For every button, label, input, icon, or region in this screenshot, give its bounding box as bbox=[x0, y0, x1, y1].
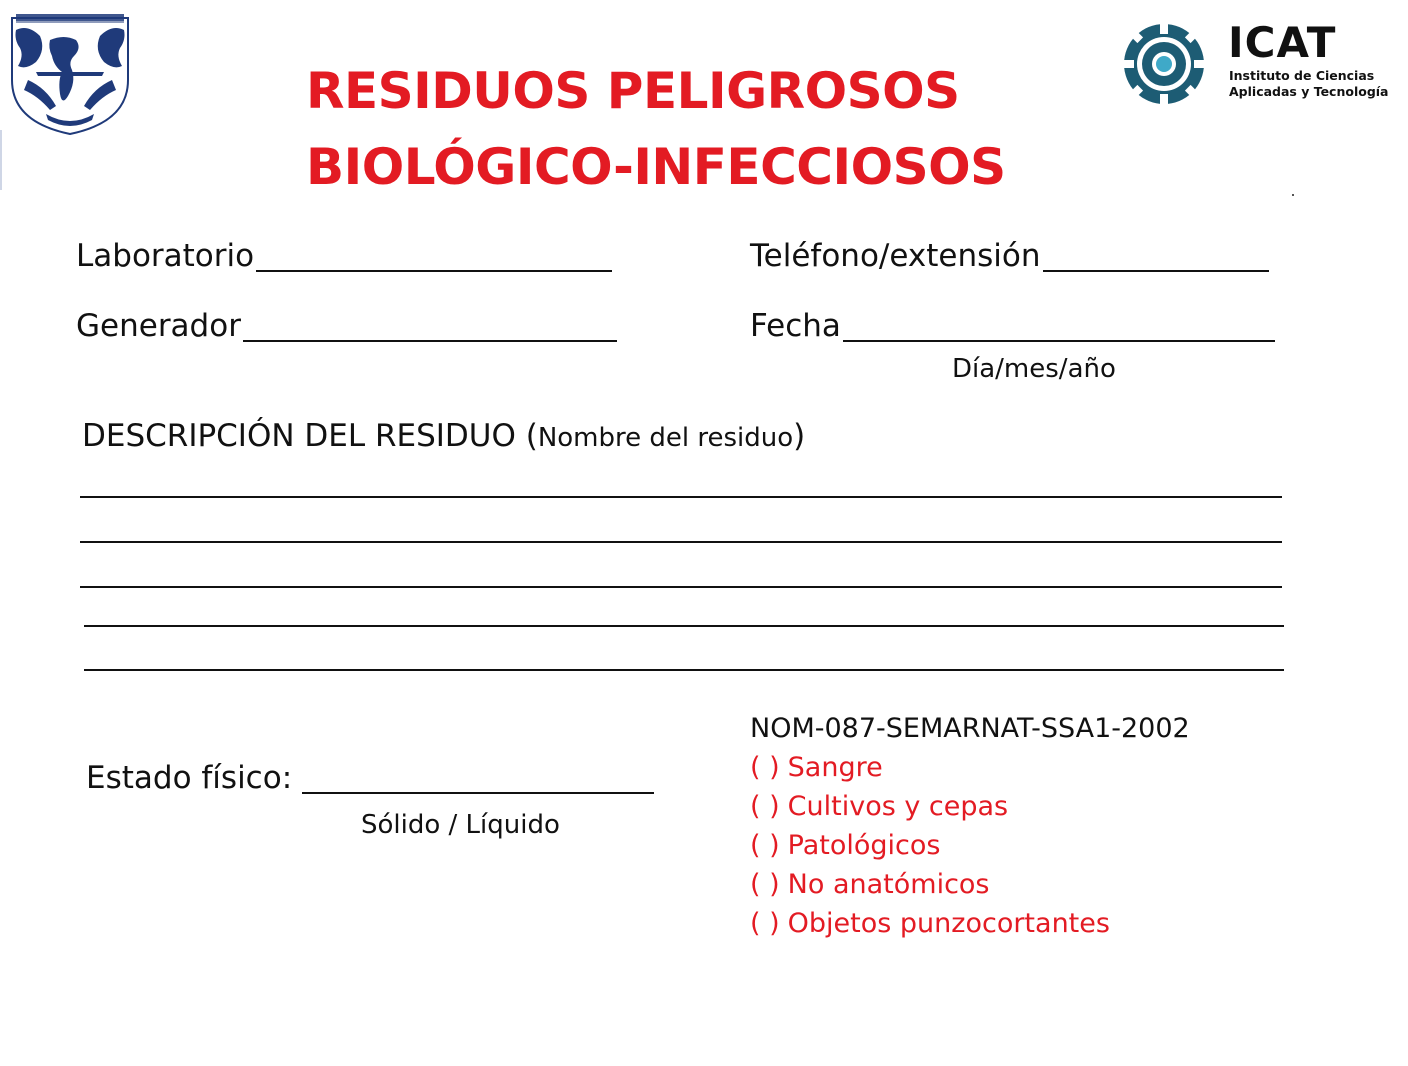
laboratorio-label: Laboratorio bbox=[76, 238, 255, 274]
generador-input-line[interactable] bbox=[243, 310, 617, 342]
option-cultivos-y-cepas[interactable] bbox=[750, 791, 1008, 822]
option-checkbox[interactable]: ( ) bbox=[750, 908, 780, 939]
option-patologicos[interactable] bbox=[750, 830, 940, 861]
fecha-label: Fecha bbox=[750, 308, 841, 344]
fecha-input-line[interactable] bbox=[843, 310, 1275, 342]
descripcion-hint: Nombre del residuo bbox=[537, 423, 794, 453]
icat-name: ICAT bbox=[1228, 18, 1337, 67]
telefono-field[interactable] bbox=[750, 240, 1269, 272]
option-no-anatomicos[interactable] bbox=[750, 869, 990, 900]
norma-title: NOM-087-SEMARNAT-SSA1-2002 bbox=[750, 713, 1190, 744]
option-sangre[interactable] bbox=[750, 752, 883, 783]
title-line2: BIOLÓGICO-INFECCIOSOS bbox=[306, 138, 1006, 196]
fecha-field[interactable] bbox=[750, 310, 1275, 342]
estado-fisico-field[interactable] bbox=[86, 762, 654, 794]
unam-shield-logo bbox=[6, 10, 134, 138]
laboratorio-input-line[interactable] bbox=[256, 240, 612, 272]
descripcion-line-4[interactable] bbox=[84, 625, 1284, 627]
descripcion-label: DESCRIPCIÓN DEL RESIDUO ( bbox=[82, 418, 538, 454]
descripcion-heading bbox=[82, 418, 805, 454]
generador-label: Generador bbox=[76, 308, 241, 344]
icat-ring-icon bbox=[1118, 16, 1218, 116]
descripcion-line-5[interactable] bbox=[84, 669, 1284, 671]
title-line1: RESIDUOS PELIGROSOS bbox=[306, 62, 960, 120]
icat-subtitle-line2: Aplicadas y Tecnología bbox=[1229, 84, 1389, 99]
laboratorio-field[interactable] bbox=[76, 240, 612, 272]
scan-dot bbox=[1292, 194, 1294, 196]
icat-subtitle-line1: Instituto de Ciencias bbox=[1229, 68, 1375, 83]
scan-edge bbox=[0, 130, 2, 190]
option-label: Sangre bbox=[787, 752, 883, 783]
option-checkbox[interactable]: ( ) bbox=[750, 869, 780, 900]
option-label: No anatómicos bbox=[787, 869, 990, 900]
telefono-input-line[interactable] bbox=[1043, 240, 1269, 272]
option-objetos-punzocortantes[interactable] bbox=[750, 908, 1110, 939]
icat-logo bbox=[1118, 16, 1388, 116]
estado-fisico-label: Estado físico: bbox=[86, 760, 293, 796]
option-checkbox[interactable]: ( ) bbox=[750, 752, 780, 783]
descripcion-close-paren: ) bbox=[793, 418, 806, 454]
option-checkbox[interactable]: ( ) bbox=[750, 791, 780, 822]
descripcion-line-3[interactable] bbox=[80, 586, 1282, 588]
option-checkbox[interactable]: ( ) bbox=[750, 830, 780, 861]
option-label: Cultivos y cepas bbox=[787, 791, 1009, 822]
telefono-label: Teléfono/extensión bbox=[750, 238, 1041, 274]
option-label: Patológicos bbox=[787, 830, 941, 861]
estado-fisico-input-line[interactable] bbox=[302, 762, 654, 794]
fecha-hint: Día/mes/año bbox=[952, 354, 1116, 384]
descripcion-line-2[interactable] bbox=[80, 541, 1282, 543]
generador-field[interactable] bbox=[76, 310, 617, 342]
estado-fisico-hint: Sólido / Líquido bbox=[361, 810, 560, 840]
svg-text:POR MI RAZA: POR MI RAZA bbox=[46, 26, 99, 34]
descripcion-line-1[interactable] bbox=[80, 496, 1282, 498]
option-label: Objetos punzocortantes bbox=[787, 908, 1110, 939]
